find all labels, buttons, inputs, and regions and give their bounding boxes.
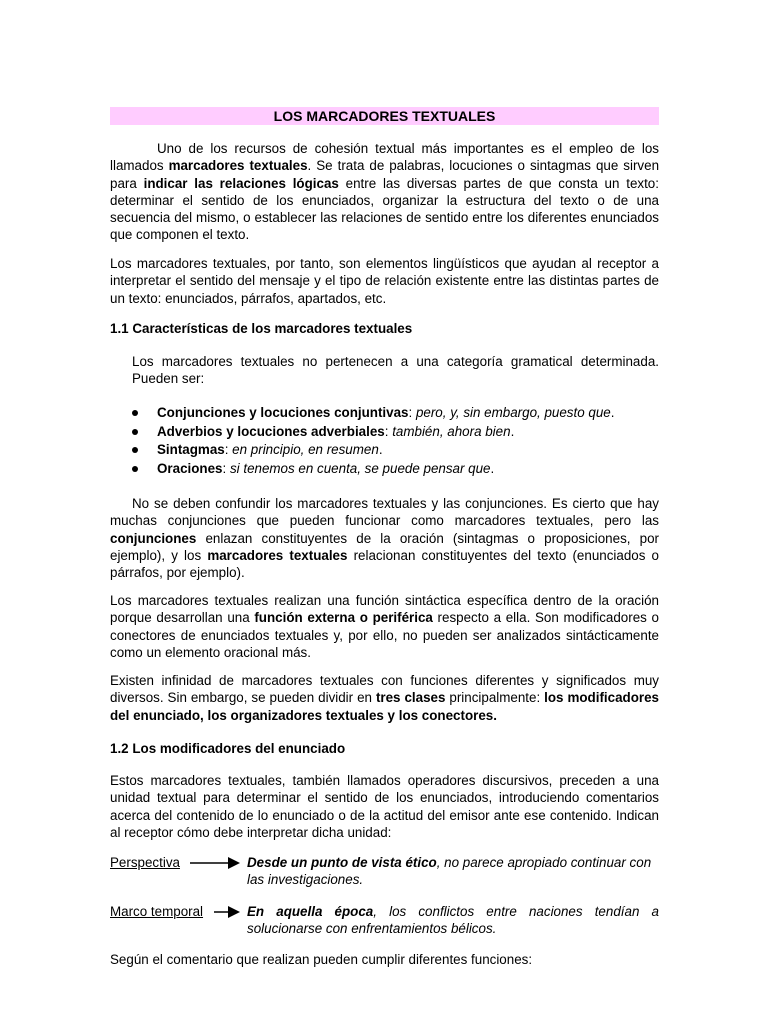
bullet-icon [132, 447, 138, 453]
page-title: LOS MARCADORES TEXTUALES [110, 107, 659, 125]
example-text-perspectiva [247, 854, 659, 889]
paragraph-text: Estos marcadores textuales, también llamados operadores discursivos, preceden a una unidad textual para determinar el sentido de los enunciados, introduciendo comentarios acerca del contenido de lo enunciado o de la actitud del emisor ante ese contenido. Indican al receptor cómo debe interpretar dicha unidad: [110, 773, 659, 840]
bullet-term: Oraciones [157, 460, 223, 476]
section2-paragraph-1 [110, 772, 659, 841]
bullet-item [110, 460, 659, 479]
text-run: . Se trata de palabras, locuciones o sintagmas que sirven para [110, 158, 660, 191]
bullet-icon [132, 429, 138, 435]
paragraph-text: Los marcadores textuales, por tanto, son elementos lingüísticos que ayudan al receptor a interpretar el sentido del mensaje y el tipo de relación existente entre las distintas partes de un texto: enunciados, párrafos, apartados, etc. [110, 256, 659, 306]
text-run: respecto a ella. Son modificadores o conectores de enunciados textuales y, por ello, no pueden ser analizados sintácticamente como un elemento oracional más. [110, 610, 659, 660]
bold-italic-term: Desde un punto de vista ético [247, 855, 437, 870]
bold-term: indicar las relaciones lógicas [143, 175, 339, 191]
text-run: : [384, 423, 393, 439]
bold-term: conjunciones [110, 530, 197, 546]
arrow-right-icon [214, 904, 242, 920]
text-run: . [510, 423, 515, 439]
bullet-icon [132, 410, 138, 416]
bullet-term: Adverbios y locuciones adverbiales [157, 423, 385, 439]
text-run: : [224, 442, 233, 457]
bullet-item [110, 441, 659, 460]
section1-paragraph-4 [110, 672, 659, 724]
text-run: enlazan constituyentes de la oración (sintagmas o proposiciones, por ejemplo), y los [110, 530, 659, 563]
example-label-perspectiva: Perspectiva [110, 855, 180, 870]
text-run: , los conflictos entre naciones tendían a solucionarse con enfrentamientos bélicos. [247, 904, 659, 937]
text-run: . [378, 442, 383, 457]
text-run: . [610, 405, 615, 420]
text-run: Existen infinidad de marcadores textuales con funciones diferentes y significados muy diversos. Sin embargo, se pueden dividir en [110, 673, 659, 706]
bullet-icon [132, 466, 138, 472]
text-run: relacionan constituyentes del texto (enunciados o párrafos, por ejemplo). [110, 547, 660, 581]
bold-term: función externa o periférica [254, 610, 433, 626]
bullet-term: Conjunciones y locuciones conjuntivas [157, 405, 409, 420]
intro-paragraph-2 [110, 255, 659, 307]
bold-term: tres clases [375, 690, 446, 706]
bullet-list [110, 404, 659, 478]
text-run: : [222, 460, 230, 476]
bold-term: marcadores textuales [207, 547, 348, 563]
arrow-right-icon [190, 855, 242, 871]
example-text-marco-temporal [247, 903, 659, 938]
bold-term: marcadores textuales [168, 158, 308, 174]
section2-closing: Según el comentario que realizan pueden cumplir diferentes funciones: [110, 952, 533, 967]
section1-paragraph-1 [110, 353, 659, 388]
text-run: Uno de los recursos de cohesión textual más importantes es el empleo de los llamados [110, 141, 659, 174]
section1-paragraph-3 [110, 592, 659, 661]
text-run: : [408, 405, 416, 420]
bullet-examples: también, ahora bien [392, 423, 511, 439]
text-run: No se deben confundir los marcadores textuales y las conjunciones. Es cierto que hay muchas conjunciones que pueden funcionar como marcadores textuales, pero las [110, 496, 659, 529]
paragraph-text: Los marcadores textuales no pertenecen a una categoría gramatical determinada. Pueden ser: [132, 354, 659, 387]
bold-italic-term: En aquella época [247, 904, 374, 919]
section1-paragraph-2 [110, 495, 659, 581]
text-run: , no parece apropiado continuar con las investigaciones. [247, 855, 652, 888]
intro-paragraph-1 [110, 140, 659, 244]
text-run: . [490, 460, 495, 476]
bullet-item [110, 404, 659, 423]
bullet-item [110, 423, 659, 442]
bold-term: los modificadores del enunciado, los organizadores textuales y los conectores. [110, 690, 659, 723]
text-run: Los marcadores textuales realizan una función sintáctica específica dentro de la oración porque desarrollan una [110, 593, 659, 626]
section-heading-1-1: 1.1 Características de los marcadores textuales [110, 321, 413, 336]
bullet-term: Sintagmas [157, 442, 225, 457]
section-heading-1-2: 1.2 Los modificadores del enunciado [110, 741, 346, 756]
bullet-examples: en principio, en resumen [232, 442, 379, 457]
text-run: entre las diversas partes de que consta un texto: determinar el sentido de los enunciados, organizar la estructura del texto o de una secuencia del mismo, o establecer las relaciones de sentido entre los diferentes enunciados que componen el texto. [110, 175, 659, 243]
bullet-examples: pero, y, sin embargo, puesto que [415, 405, 611, 420]
bullet-examples: si tenemos en cuenta, se puede pensar que [229, 460, 491, 476]
example-label-marco-temporal: Marco temporal [110, 904, 204, 919]
text-run: principalmente: [445, 690, 545, 706]
